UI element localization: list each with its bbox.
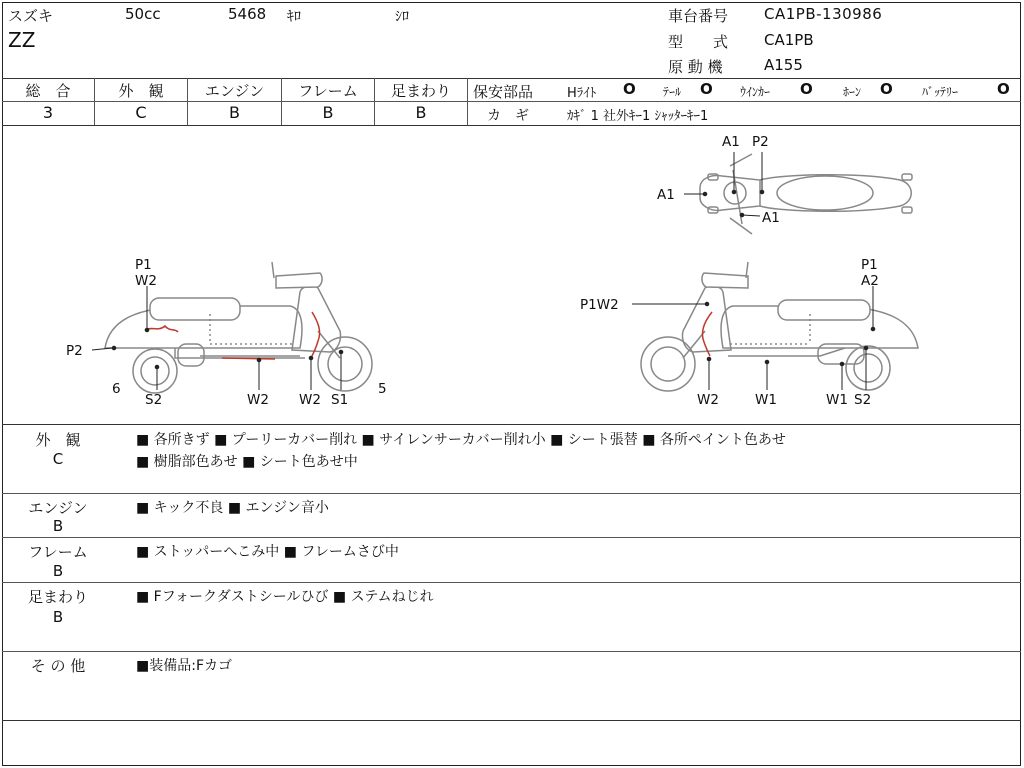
safety-winker-mark: O: [800, 80, 813, 98]
mark-label: 6: [112, 381, 121, 397]
safety-horn-mark: O: [880, 80, 893, 98]
engine-model-label: 原 動 機: [668, 58, 723, 76]
remark-engine-line: ■ キック不良 ■ エンジン音小: [136, 500, 329, 516]
mark-label: W2: [697, 392, 719, 408]
type-label: 型 式: [668, 33, 729, 51]
frame-no-label: 車台番号: [668, 7, 729, 25]
divider: [2, 424, 1021, 425]
remark-other-line: ■装備品:Fカゴ: [136, 658, 232, 674]
frame-score: B: [322, 103, 334, 122]
damage-diagram: [0, 126, 1024, 424]
mark-label: A2: [861, 273, 879, 289]
suspension-label: 足まわり: [390, 82, 451, 100]
divider: [2, 651, 1021, 652]
divider: [467, 78, 468, 125]
divider: [2, 493, 1021, 494]
overall-label: 総 合: [25, 82, 71, 100]
model-name: ZZ: [8, 28, 36, 52]
labels-left: [66, 257, 387, 408]
engine-score: B: [229, 103, 240, 122]
mark-label: A1: [657, 187, 675, 203]
safety-taillight-mark: O: [700, 80, 713, 98]
mark-label: W2: [299, 392, 321, 408]
remark-exterior-line: ■ 各所きず ■ プーリーカバー削れ ■ サイレンサーカバー削れ小 ■ シート張替 ■ 各所ペイント色あせ: [136, 432, 786, 448]
mark-label: S2: [145, 392, 163, 408]
remark-suspension-score: B: [52, 608, 64, 626]
mark-label: 5: [378, 381, 387, 397]
divider: [2, 78, 1021, 79]
mileage: 5468: [228, 5, 267, 23]
mark-label: P2: [752, 134, 769, 150]
mark-label: A1: [762, 210, 780, 226]
safety-parts-label: 保安部品: [473, 83, 534, 101]
mark-label: A1: [722, 134, 740, 150]
divider: [2, 720, 1021, 721]
remark-engine-score: B: [52, 517, 64, 535]
engine-label: エンジン: [204, 82, 265, 100]
divider: [468, 101, 1021, 102]
safety-horn: ﾎｰﾝ: [843, 85, 862, 99]
safety-headlight-mark: O: [623, 80, 636, 98]
exterior-score: C: [135, 103, 147, 122]
mileage-unit: ｷﾛ: [287, 9, 301, 25]
mark-label: W1: [755, 392, 777, 408]
remark-frame-line: ■ ストッパーへこみ中 ■ フレームさび中: [136, 544, 399, 560]
mark-label: P1: [861, 257, 878, 273]
safety-headlight: Hﾗｲﾄ: [567, 86, 597, 101]
frame-label: フレーム: [298, 82, 358, 100]
maker: スズキ: [8, 7, 54, 25]
remark-engine-label: エンジン: [28, 499, 88, 517]
mark-label: W2: [135, 273, 157, 289]
exterior-label: 外 観: [118, 82, 164, 100]
type-value: CA1PB: [764, 31, 814, 49]
color: ｼﾛ: [395, 9, 409, 25]
mark-label: S2: [854, 392, 872, 408]
damage-marks-right: [702, 312, 712, 356]
safety-battery: ﾊﾞｯﾃﾘｰ: [922, 85, 959, 99]
remark-suspension-line: ■ Fフォークダストシールひび ■ ステムねじれ: [136, 589, 434, 605]
remark-exterior-line: ■ 樹脂部色あせ ■ シート色あせ中: [136, 454, 358, 470]
mark-label: W2: [247, 392, 269, 408]
safety-winker: ｳｲﾝｶｰ: [740, 85, 771, 99]
keys-value: ｶｷﾞ 1 社外ｷｰ1 ｼｬｯﾀｰｷｰ1: [567, 109, 709, 124]
remark-exterior-score: C: [52, 450, 64, 468]
divider: [2, 101, 468, 102]
remark-exterior-label: 外 観: [35, 431, 81, 449]
suspension-score: B: [415, 103, 427, 122]
mark-label: P1W2: [580, 297, 619, 313]
safety-battery-mark: O: [997, 80, 1010, 98]
displacement: 50cc: [125, 5, 161, 23]
frame-no: CA1PB-130986: [764, 5, 883, 23]
mark-label: W1: [826, 392, 848, 408]
divider: [2, 537, 1021, 538]
divider: [2, 582, 1021, 583]
mark-label: P1: [135, 257, 152, 273]
mark-label: S1: [331, 392, 349, 408]
keys-label: カ ギ: [487, 108, 529, 124]
mark-label: P2: [66, 343, 83, 359]
engine-model: A155: [764, 56, 803, 74]
remark-frame-label: フレーム: [28, 543, 88, 561]
safety-taillight: ﾃｰﾙ: [663, 85, 682, 99]
scooter-top-view: [700, 154, 912, 234]
remark-suspension-label: 足まわり: [27, 588, 88, 606]
remark-other-label: そ の 他: [30, 657, 86, 675]
remark-frame-score: B: [52, 562, 64, 580]
overall-score: 3: [42, 103, 54, 122]
